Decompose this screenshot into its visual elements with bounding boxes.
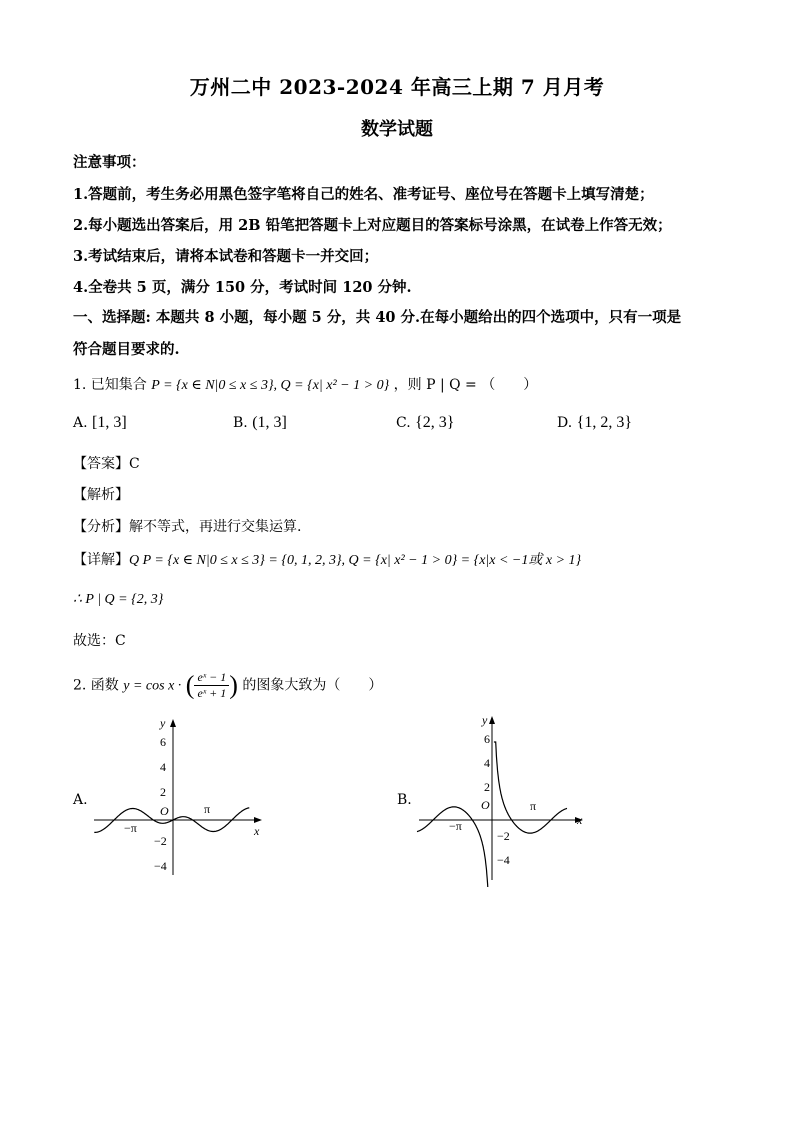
question-2-option-b-label: B.	[397, 792, 412, 808]
section-heading-line2: 符合题目要求的.	[73, 341, 180, 358]
notice-item-4: 4.全卷共 5 页，满分 150 分，考试时间 120 分钟.	[73, 279, 412, 296]
fenxi-text: 解不等式，再进行交集运算.	[129, 519, 302, 535]
question-1-option-c	[396, 414, 454, 432]
graph-b-tick-6: 6	[484, 732, 490, 746]
graph-b-tick-m4: −4	[497, 853, 510, 867]
question-1-option-b	[233, 414, 287, 432]
exam-title: 万州二中 2023-2024 年高三上期 7 月月考	[189, 75, 605, 99]
section-heading-line1: 一、选择题: 本题共 8 小题，每小题 5 分，共 40 分.在每小题给出的四个选项中，只有一项是	[73, 309, 682, 326]
left-paren: (	[185, 670, 195, 700]
graph-b-y-arrow	[489, 716, 495, 724]
option-value: (1, 3]	[252, 414, 287, 431]
graph-b-x-label: x	[577, 813, 583, 827]
xiangjie-line	[73, 549, 581, 569]
notice-item-2: 2.每小题选出答案后，用 2B 铅笔把答题卡上对应题目的答案标号涂黑，在试卷上作答无效；	[73, 217, 672, 234]
question-2	[73, 670, 382, 701]
xiangjie-tag: 【详解】	[73, 552, 129, 568]
graph-a-tick-m2: −2	[154, 834, 167, 848]
graph-b-origin: O	[481, 798, 490, 812]
graph-a-tick-neg-pi: −π	[124, 821, 137, 835]
option-value: {1, 2, 3}	[576, 414, 632, 431]
graph-b-tick-m2: −2	[497, 829, 510, 843]
graph-b-y-label: y	[482, 713, 488, 727]
graph-a-y-label: y	[160, 716, 166, 730]
fenxi-line	[73, 516, 301, 536]
question-1-option-a	[73, 414, 127, 432]
question-2-option-a-label: A.	[73, 792, 88, 808]
graph-b-tick-2: 2	[484, 780, 490, 794]
graph-a-y-arrow	[170, 719, 176, 727]
question-2-func: y = cos x ·	[123, 678, 182, 694]
answer-value: C	[129, 456, 140, 472]
fenxi-tag: 【分析】	[73, 519, 129, 535]
fraction-denominator: eˣ + 1	[197, 686, 227, 700]
option-label: B.	[233, 415, 248, 431]
graph-a-x-label: x	[254, 824, 260, 838]
final-answer: 故选：C	[73, 633, 126, 649]
answer-tag: 【答案】	[73, 456, 129, 472]
option-value: {2, 3}	[415, 414, 455, 431]
option-label: C.	[396, 415, 411, 431]
question-1-option-d	[557, 414, 632, 432]
question-1-sets: P = {x ∈ N|0 ≤ x ≤ 3}, Q = {x| x² − 1 > 0}	[151, 378, 390, 393]
graph-a-tick-2: 2	[160, 785, 166, 799]
graph-a-origin: O	[160, 804, 169, 818]
graph-b-tick-pi: π	[530, 799, 537, 813]
graph-a-tick-4: 4	[160, 760, 166, 774]
graph-b-curve-right	[494, 742, 567, 833]
notice-item-3: 3.考试结束后，请将本试卷和答题卡一并交回；	[73, 248, 379, 265]
question-1	[73, 374, 537, 394]
question-2-suffix: 的图象大致为（ ）	[242, 677, 383, 694]
graph-a	[90, 715, 270, 885]
question-2-fraction	[194, 670, 229, 701]
fraction-numerator: eˣ − 1	[194, 670, 229, 686]
analysis-tag: 【解析】	[73, 487, 129, 503]
graph-a-tick-pi: π	[204, 802, 211, 816]
graph-b-tick-neg-pi: −π	[449, 819, 462, 833]
right-paren: )	[229, 670, 238, 700]
graph-b-tick-4: 4	[484, 756, 490, 770]
conclusion-line: ∴ P | Q = {2, 3}	[73, 592, 164, 607]
exam-subtitle: 数学试题	[361, 119, 433, 140]
question-1-suffix: ，则 P | Q = （ ）	[393, 377, 538, 393]
graph-a-tick-6: 6	[160, 735, 166, 749]
option-label: A.	[73, 415, 88, 431]
graph-a-tick-m4: −4	[154, 859, 167, 873]
graph-a-x-arrow	[254, 817, 262, 823]
notice-item-1: 1.答题前，考生务必用黑色签字笔将自己的姓名、准考证号、座位号在答题卡上填写清楚；	[73, 186, 654, 203]
xiangjie-text: Q P = {x ∈ N|0 ≤ x ≤ 3} = {0, 1, 2, 3}, Q = {x| x² − 1 > 0} = {x|x < −1或 x > 1}	[129, 553, 582, 568]
question-2-prefix: 2. 函数	[73, 677, 119, 694]
option-value: [1, 3]	[92, 414, 127, 431]
notice-heading: 注意事项：	[73, 154, 146, 171]
graph-b	[415, 712, 595, 887]
option-label: D.	[557, 415, 573, 431]
question-1-prefix: 1. 已知集合	[73, 377, 147, 393]
answer-line	[73, 453, 140, 473]
